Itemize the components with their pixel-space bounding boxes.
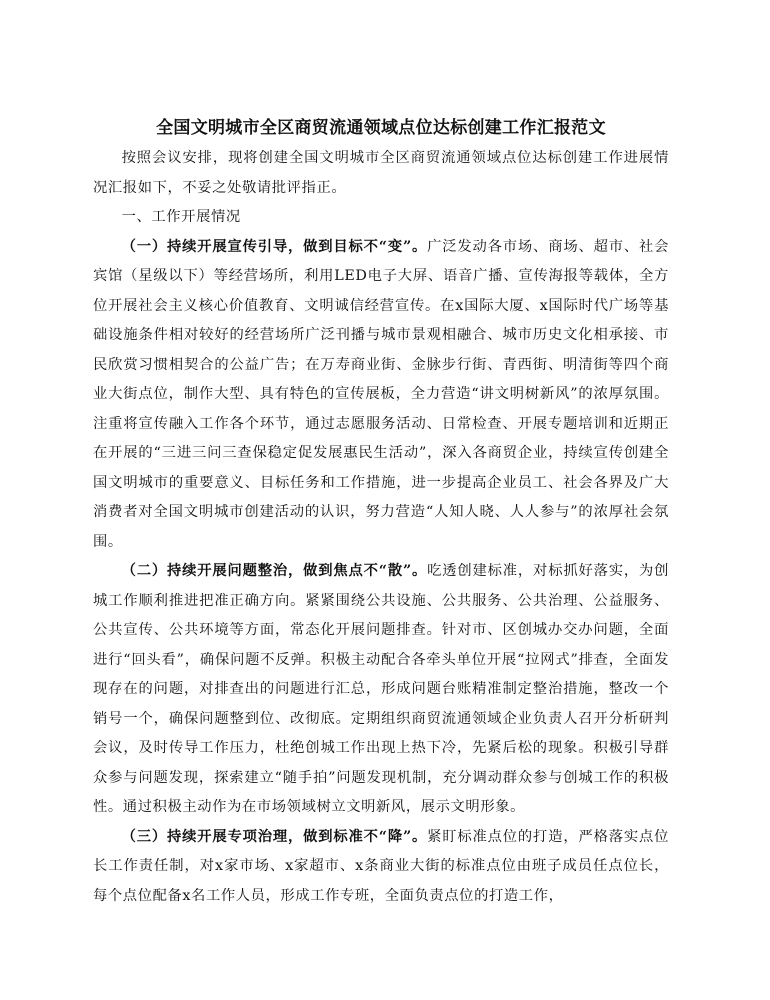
section-paragraph-3 [93,823,669,912]
section-lead-2: （二）持续开展问题整治，做到焦点不“散”。 [121,563,428,579]
section-body-2: 吃透创建标准，对标抓好落实，为创城工作顺利推进把准正确方向。紧紧围绕公共设施、公共服务、公共治理、公益服务、公共宣传、公共环境等方面，常态化开展问题排查。针对市、区创城办交办问题，全面进行“回头看”，确保问题不反弹。积极主动配合各牵头单位开展“拉网式”排查，全面发现存在的问题，对排查出的问题进行汇总，形成问题台账精准制定整治措施，整改一个销号一个，确保问题整到位、改彻底。定期组织商贸流通领域企业负责人召开分析研判会议，及时传导工作压力，杜绝创城工作出现上热下冷，先紧后松的现象。积极引导群众参与问题发现，探索建立“随手拍”问题发现机制，充分调动群众参与创城工作的积极性。通过积极主动作为在市场领域树立文明新风，展示文明形象。 [93,563,669,815]
document-title: 全国文明城市全区商贸流通领域点位达标创建工作汇报范文 [156,118,606,138]
section-heading: 一、工作开展情况 [121,209,241,225]
section-paragraph-2 [93,557,669,823]
section-lead-3: （三）持续开展专项治理，做到标准不“降”。 [121,828,428,845]
section-lead-1: （一）持续开展宣传引导，做到目标不“变”。 [121,238,428,255]
section-body-1: 广泛发动各市场、商场、超市、社会宾馆（星级以下）等经营场所，利用LED电子大屏、语音广播、宣传海报等载体，全方位开展社会主义核心价值教育、文明诚信经营宣传。在x国际大厦、x国际时代广场等基础设施条件相对较好的经营场所广泛刊播与城市景观相融合、城市历史文化相承接、市民欣赏习惯相契合的公益广告；在万寿商业街、金脉步行街、青西街、明清街等四个商业大街点位，制作大型、具有特色的宣传展板，全力营造“讲文明树新风”的浓厚氛围。注重将宣传融入工作各个环节，通过志愿服务活动、日常检查、开展专题培训和近期正在开展的“三进三问三查保稳定促发展惠民生活动”，深入各商贸企业，持续宣传创建全国文明城市的重要意义、目标任务和工作措施，进一步提高企业员工、社会各界及广大消费者对全国文明城市创建活动的认识，努力营造“人知人晓、人人参与”的浓厚社会氛围。 [93,238,669,550]
document-body [93,116,669,911]
section-body-3: 紧盯标准点位的打造，严格落实点位长工作责任制，对x家市场、x家超市、x条商业大街的标准点位由班子成员任点位长，每个点位配备x名工作人员，形成工作专班，全面负责点位的打造工作， [93,828,669,904]
intro-paragraph: 按照会议安排，现将创建全国文明城市全区商贸流通领域点位达标创建工作进展情况汇报如下，不妥之处敬请批评指正。 [93,150,669,196]
section-paragraph-1 [93,233,669,558]
